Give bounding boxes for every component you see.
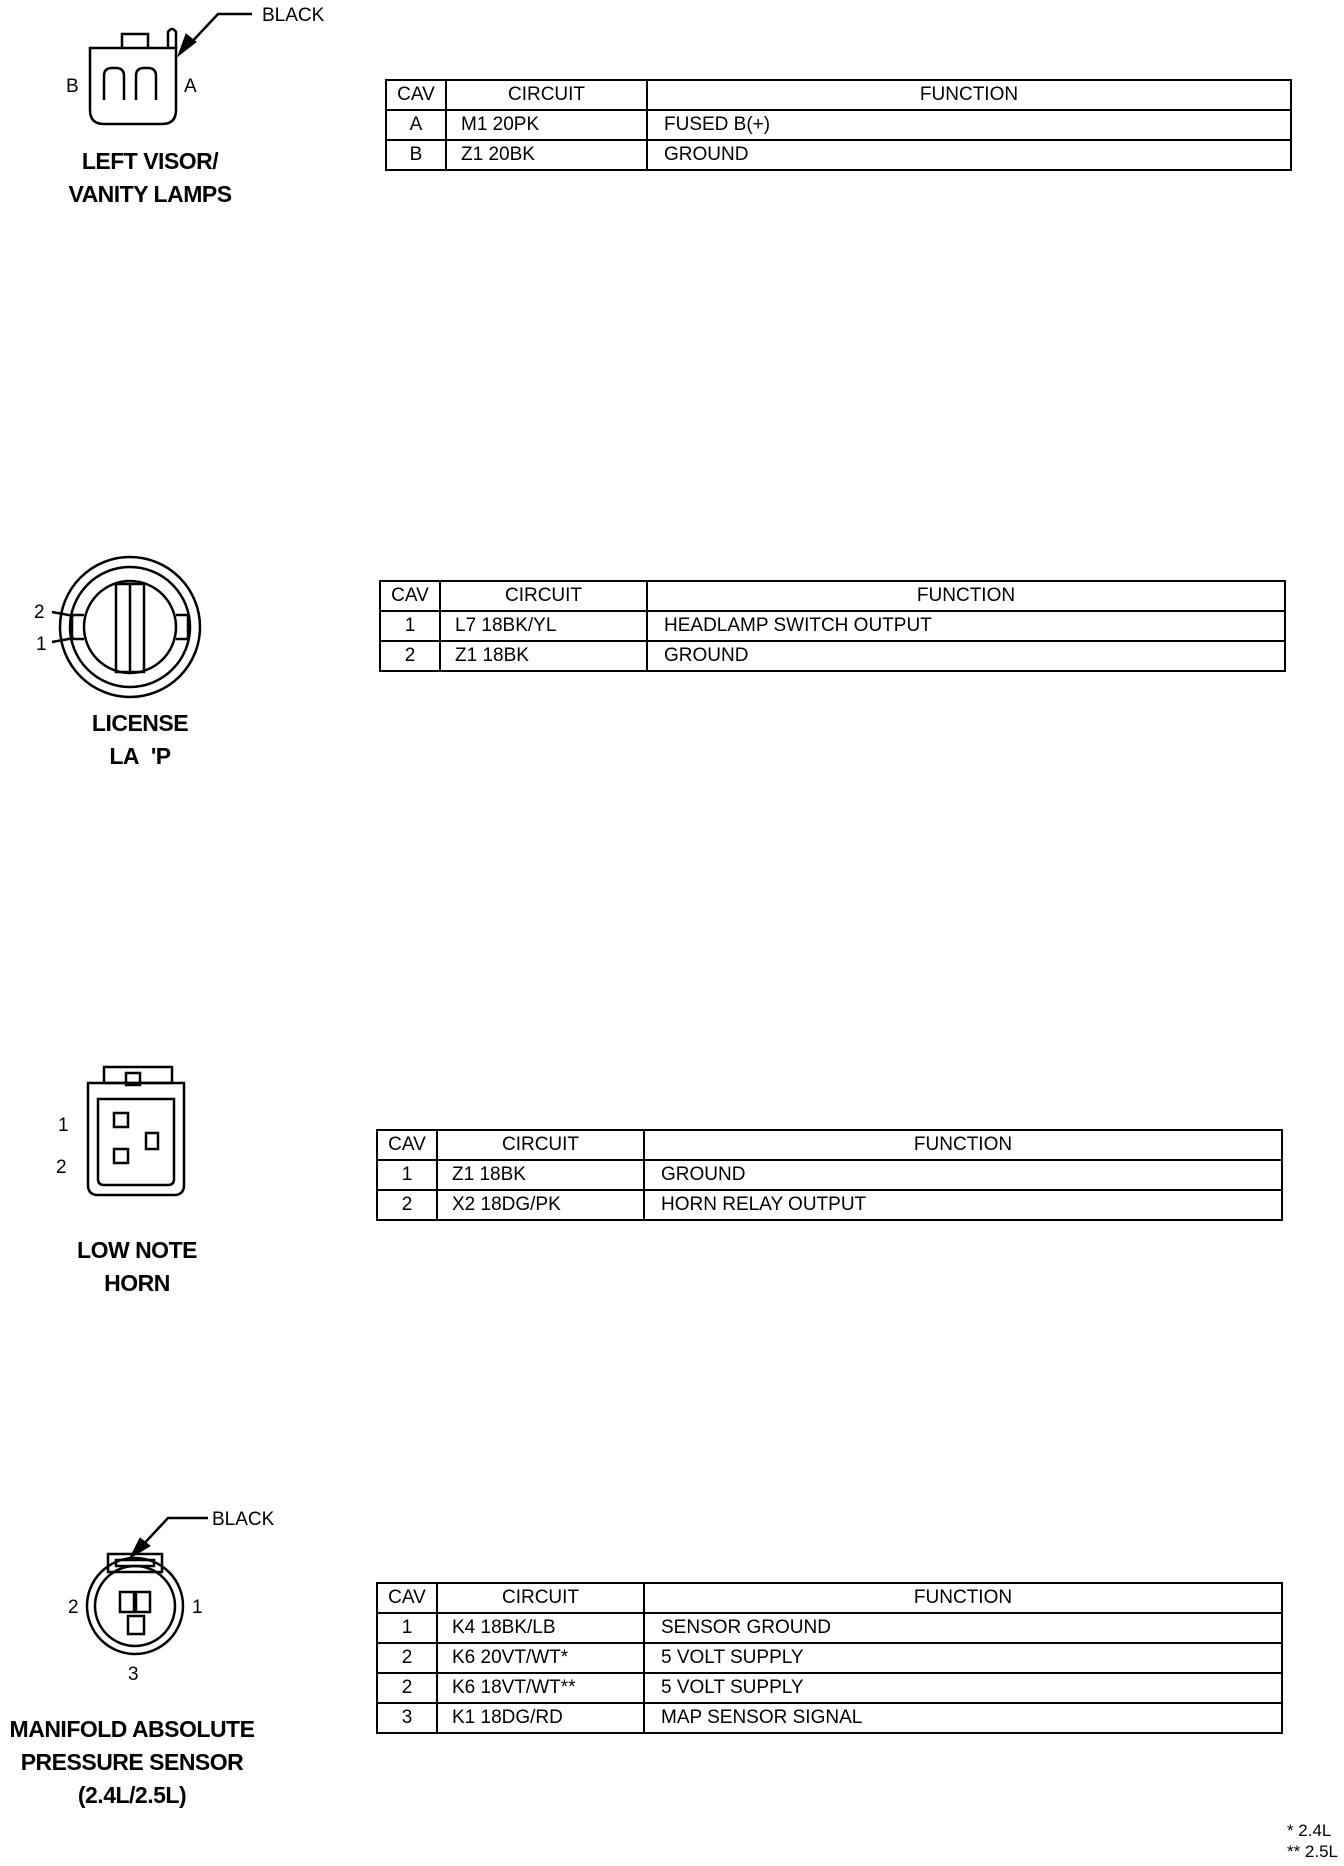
cell-function: 5 VOLT SUPPLY — [644, 1643, 1282, 1673]
table-row — [377, 1190, 1282, 1220]
cell-circuit: K6 20VT/WT* — [437, 1643, 644, 1673]
cell-circuit: M1 20PK — [446, 110, 647, 140]
header-circuit: CIRCUIT — [440, 581, 647, 611]
pin-label-2: 2 — [56, 1157, 67, 1178]
cell-circuit: K1 18DG/RD — [437, 1703, 644, 1733]
pinout-table-low-note-horn — [376, 1129, 1283, 1221]
title-line: PRESSURE SENSOR — [20, 1749, 244, 1775]
title-line: LICENSE — [91, 710, 189, 736]
pin-label-a: A — [184, 76, 197, 97]
cell-cav: 2 — [377, 1643, 437, 1673]
cell-function: GROUND — [647, 140, 1291, 170]
connector-title-map-sensor — [0, 1713, 268, 1812]
cell-function: GROUND — [647, 641, 1285, 671]
pin-label-1: 1 — [36, 634, 47, 655]
cell-cav: 1 — [377, 1160, 437, 1190]
title-line: LA 'P — [109, 743, 171, 769]
cell-circuit: K6 18VT/WT** — [437, 1673, 644, 1703]
pin-label-1: 1 — [192, 1597, 203, 1618]
header-circuit: CIRCUIT — [437, 1583, 644, 1613]
table-header-row — [377, 1130, 1282, 1160]
title-line: LEFT VISOR/ — [81, 148, 219, 174]
pin-label-2: 2 — [34, 602, 45, 623]
cell-circuit: Z1 20BK — [446, 140, 647, 170]
cell-cav: 2 — [377, 1673, 437, 1703]
table-row — [377, 1643, 1282, 1673]
color-callout: BLACK — [212, 1509, 275, 1530]
header-cav: CAV — [377, 1583, 437, 1613]
table-row — [380, 611, 1285, 641]
table-row — [386, 140, 1291, 170]
cell-function: SENSOR GROUND — [644, 1613, 1282, 1643]
header-circuit: CIRCUIT — [446, 80, 647, 110]
color-callout: BLACK — [262, 5, 325, 26]
pin-label-b: B — [66, 76, 79, 97]
cell-function: GROUND — [644, 1160, 1282, 1190]
cell-cav: B — [386, 140, 446, 170]
table-row — [380, 641, 1285, 671]
header-circuit: CIRCUIT — [437, 1130, 644, 1160]
cell-function: HEADLAMP SWITCH OUTPUT — [647, 611, 1285, 641]
license-lamp-connector-drawing — [0, 550, 240, 710]
cell-circuit: K4 18BK/LB — [437, 1613, 644, 1643]
table-row — [377, 1613, 1282, 1643]
cell-cav: A — [386, 110, 446, 140]
left-visor-connector-drawing — [0, 0, 340, 140]
table-row — [386, 110, 1291, 140]
cell-function: FUSED B(+) — [647, 110, 1291, 140]
connector-title-low-note-horn — [17, 1234, 257, 1300]
pin-label-3: 3 — [128, 1664, 139, 1685]
pin-label-1: 1 — [58, 1115, 69, 1136]
title-line: LOW NOTE — [77, 1237, 197, 1263]
pin-label-2: 2 — [68, 1597, 79, 1618]
low-note-horn-connector-drawing — [0, 1055, 240, 1215]
title-line: (2.4L/2.5L) — [77, 1782, 187, 1808]
table-header-row — [386, 80, 1291, 110]
title-line: VANITY LAMPS — [68, 181, 232, 207]
cell-cav: 2 — [377, 1190, 437, 1220]
cell-circuit: X2 18DG/PK — [437, 1190, 644, 1220]
map-sensor-connector-drawing — [0, 1500, 300, 1710]
header-cav: CAV — [386, 80, 446, 110]
footnote-2-5l: ** 2.5L — [1286, 1842, 1338, 1861]
connector-title-license-lamp — [20, 707, 260, 773]
header-function: FUNCTION — [647, 581, 1285, 611]
cell-circuit: L7 18BK/YL — [440, 611, 647, 641]
cell-function: MAP SENSOR SIGNAL — [644, 1703, 1282, 1733]
cell-function: HORN RELAY OUTPUT — [644, 1190, 1282, 1220]
cell-cav: 2 — [380, 641, 440, 671]
header-cav: CAV — [380, 581, 440, 611]
cell-cav: 1 — [380, 611, 440, 641]
cell-cav: 1 — [377, 1613, 437, 1643]
footnote-2-4l: * 2.4L — [1286, 1821, 1332, 1840]
table-header-row — [380, 581, 1285, 611]
header-function: FUNCTION — [644, 1583, 1282, 1613]
header-function: FUNCTION — [644, 1130, 1282, 1160]
table-row — [377, 1160, 1282, 1190]
connector-title-left-visor — [30, 145, 270, 211]
header-function: FUNCTION — [647, 80, 1291, 110]
table-row — [377, 1673, 1282, 1703]
title-line: MANIFOLD ABSOLUTE — [9, 1716, 255, 1742]
pinout-table-license-lamp — [379, 580, 1286, 672]
cell-function: 5 VOLT SUPPLY — [644, 1673, 1282, 1703]
cell-circuit: Z1 18BK — [437, 1160, 644, 1190]
pinout-table-map-sensor — [376, 1582, 1283, 1734]
footnotes — [1287, 1820, 1338, 1862]
header-cav: CAV — [377, 1130, 437, 1160]
cell-circuit: Z1 18BK — [440, 641, 647, 671]
pinout-table-left-visor — [385, 79, 1292, 171]
table-header-row — [377, 1583, 1282, 1613]
title-line: HORN — [104, 1270, 170, 1296]
cell-cav: 3 — [377, 1703, 437, 1733]
table-row — [377, 1703, 1282, 1733]
